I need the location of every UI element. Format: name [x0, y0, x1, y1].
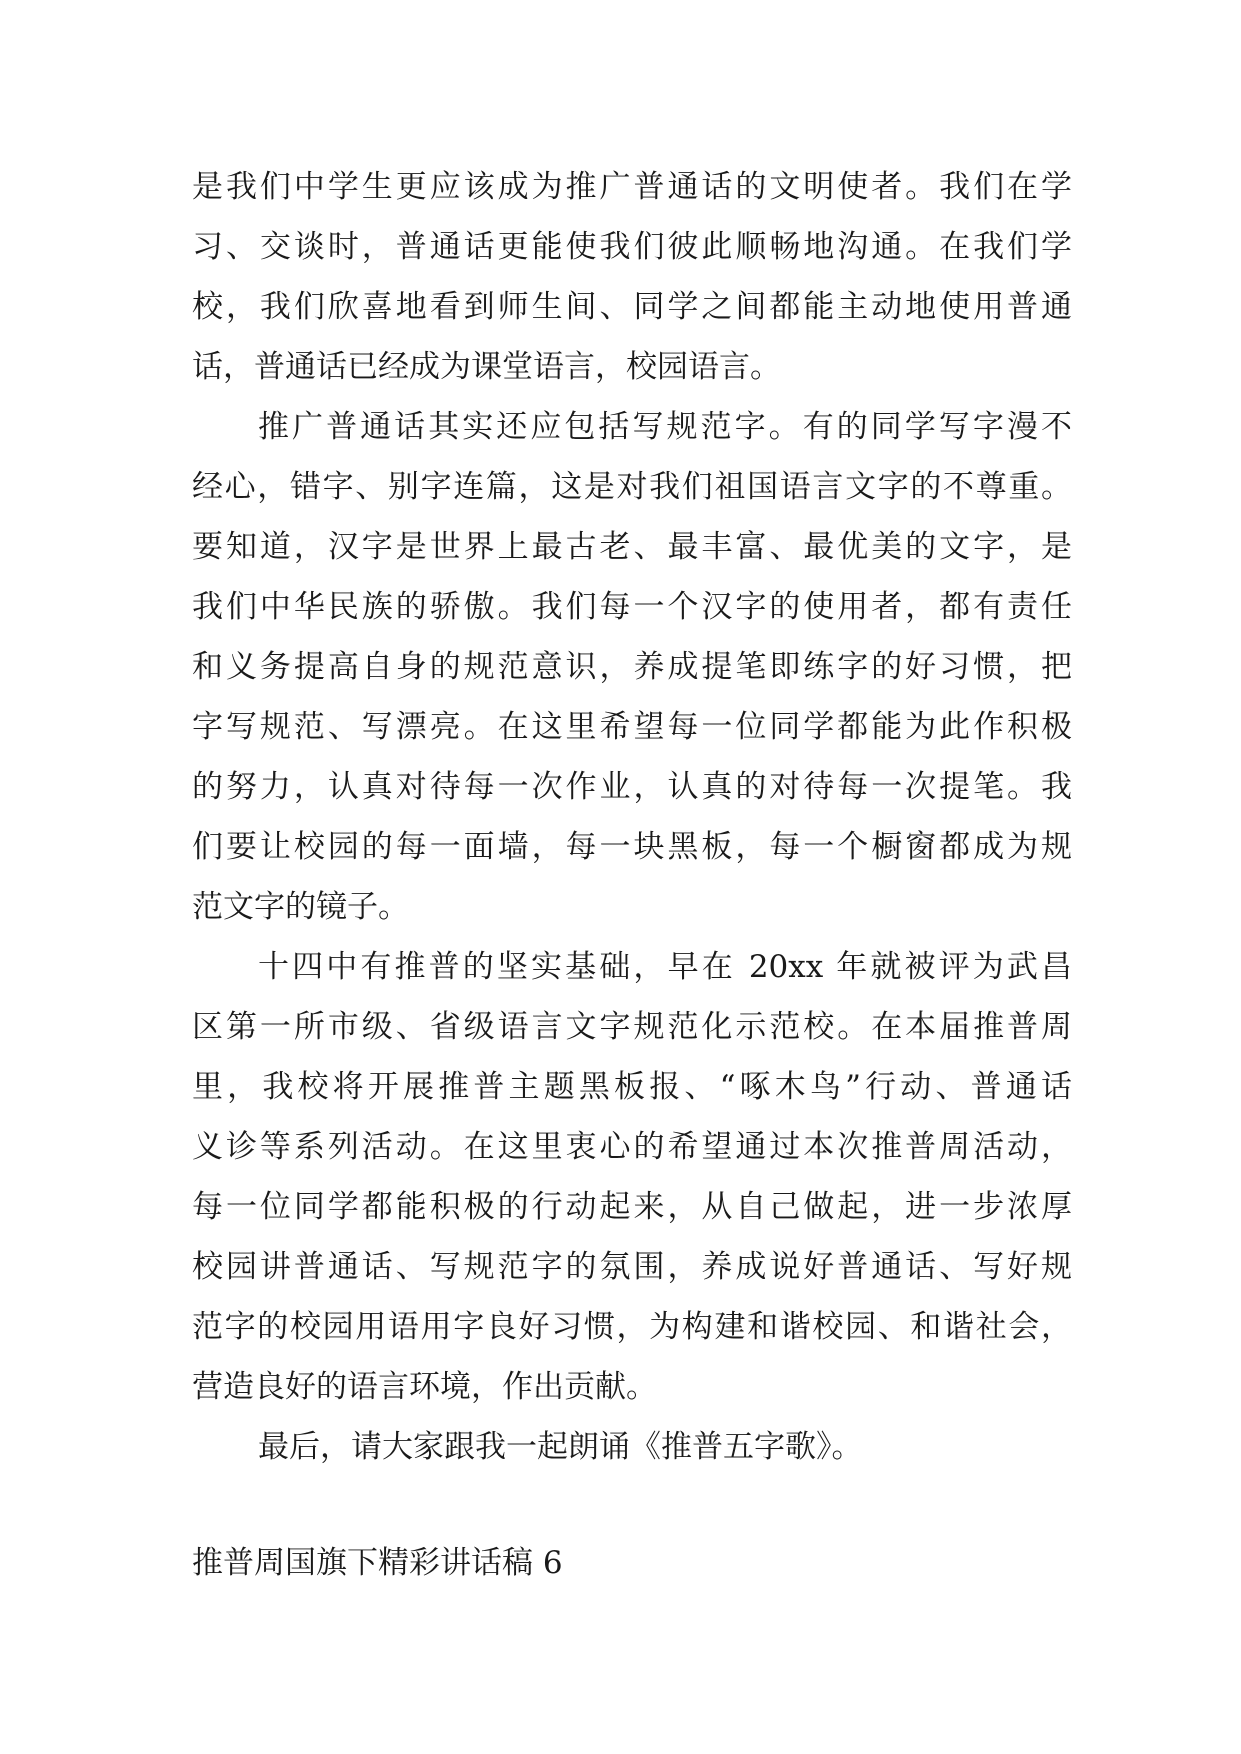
text-line: 字写规范、写漂亮。在这里希望每一位同学都能为此作积极	[192, 709, 1072, 745]
text-line: 要知道，汉字是世界上最古老、最丰富、最优美的文字，是	[192, 529, 1072, 565]
text-line: 里，我校将开展推普主题黑板报、“啄木鸟”行动、普通话	[192, 1069, 1072, 1105]
text-line: 是我们中学生更应该成为推广普通话的文明使者。我们在学	[192, 169, 1072, 205]
text-line: 十四中有推普的坚实基础，早在 20xx 年就被评为武昌	[258, 949, 1072, 985]
text-line: 和义务提高自身的规范意识，养成提笔即练字的好习惯，把	[192, 649, 1072, 685]
text-line: 的努力，认真对待每一次作业，认真的对待每一次提笔。我	[192, 769, 1072, 805]
text-line: 营造良好的语言环境，作出贡献。	[192, 1369, 657, 1405]
text-line: 推广普通话其实还应包括写规范字。有的同学写字漫不	[258, 409, 1072, 445]
text-line: 区第一所市级、省级语言文字规范化示范校。在本届推普周	[192, 1009, 1072, 1045]
text-line: 习、交谈时，普通话更能使我们彼此顺畅地沟通。在我们学	[192, 229, 1072, 265]
document-body	[192, 157, 1072, 1593]
text-line: 校，我们欣喜地看到师生间、同学之间都能主动地使用普通	[192, 289, 1072, 325]
paragraph	[192, 1417, 1072, 1477]
text-line: 校园讲普通话、写规范字的氛围，养成说好普通话、写好规	[192, 1249, 1072, 1285]
text-line: 义诊等系列活动。在这里衷心的希望通过本次推普周活动，	[192, 1129, 1072, 1165]
text-line: 范字的校园用语用字良好习惯，为构建和谐校园、和谐社会，	[192, 1309, 1072, 1345]
text-line: 范文字的镜子。	[192, 889, 409, 925]
paragraph	[192, 157, 1072, 397]
text-line: 们要让校园的每一面墙，每一块黑板，每一个橱窗都成为规	[192, 829, 1072, 865]
text-line: 我们中华民族的骄傲。我们每一个汉字的使用者，都有责任	[192, 589, 1072, 625]
text-line: 每一位同学都能积极的行动起来，从自己做起，进一步浓厚	[192, 1189, 1072, 1225]
paragraph	[192, 937, 1072, 1417]
text-line: 话，普通话已经成为课堂语言，校园语言。	[192, 349, 781, 385]
section-title: 推普周国旗下精彩讲话稿 6	[192, 1545, 563, 1581]
text-line: 经心，错字、别字连篇，这是对我们祖国语言文字的不尊重。	[192, 469, 1072, 505]
text-line: 最后，请大家跟我一起朗诵《推普五字歌》。	[258, 1429, 863, 1465]
paragraph	[192, 397, 1072, 937]
